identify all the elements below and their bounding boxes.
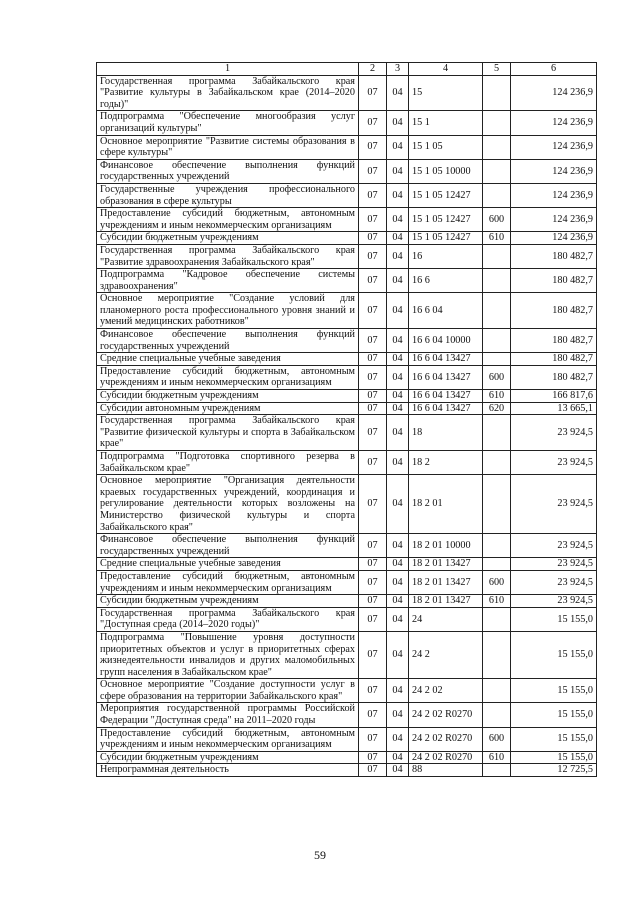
expense-type-cell (483, 679, 511, 703)
table-row (97, 293, 597, 329)
section-code-cell: 07 (359, 451, 387, 475)
target-article-cell: 24 2 02 R0270 (409, 727, 483, 751)
target-article-cell: 15 1 05 12427 (409, 232, 483, 245)
amount-cell: 180 482,7 (511, 353, 597, 366)
section-code-cell: 07 (359, 475, 387, 534)
target-article-cell: 16 6 04 (409, 293, 483, 329)
expense-type-cell (483, 183, 511, 207)
subsection-code-cell: 04 (387, 703, 409, 727)
subsection-code-cell: 04 (387, 135, 409, 159)
item-name-cell: Субсидии бюджетным учреждениям (97, 232, 359, 245)
expense-type-cell (483, 764, 511, 777)
item-name-cell: Финансовое обеспечение выполнения функций государственных учреждений (97, 329, 359, 353)
expense-type-cell: 600 (483, 208, 511, 232)
subsection-code-cell: 04 (387, 451, 409, 475)
header-cell: 3 (387, 63, 409, 76)
expense-type-cell (483, 75, 511, 111)
amount-cell: 13 665,1 (511, 402, 597, 415)
expense-type-cell (483, 534, 511, 558)
item-name-cell: Средние специальные учебные заведения (97, 353, 359, 366)
page-number: 59 (314, 848, 326, 862)
section-code-cell: 07 (359, 232, 387, 245)
section-code-cell: 07 (359, 751, 387, 764)
header-cell: 5 (483, 63, 511, 76)
expense-type-cell (483, 329, 511, 353)
table-row (97, 727, 597, 751)
table-row (97, 75, 597, 111)
expense-type-cell (483, 415, 511, 451)
section-code-cell: 07 (359, 269, 387, 293)
table-row (97, 244, 597, 268)
item-name-cell: Основное мероприятие "Организация деятельности краевых государственных учреждений, координация и регулирование деятельности которых возложены на Министерство физической культуры и спорта Забайкальского края" (97, 475, 359, 534)
item-name-cell: Основное мероприятие "Создание доступности услуг в сфере образования на территории Забайкальского края" (97, 679, 359, 703)
section-code-cell: 07 (359, 415, 387, 451)
subsection-code-cell: 04 (387, 607, 409, 631)
amount-cell: 180 482,7 (511, 293, 597, 329)
header-cell: 4 (409, 63, 483, 76)
target-article-cell: 16 6 04 13427 (409, 353, 483, 366)
table-row (97, 329, 597, 353)
amount-cell: 23 924,5 (511, 415, 597, 451)
section-code-cell: 07 (359, 764, 387, 777)
table-row (97, 451, 597, 475)
section-code-cell: 07 (359, 390, 387, 403)
expense-type-cell: 620 (483, 402, 511, 415)
section-code-cell: 07 (359, 111, 387, 135)
amount-cell: 23 924,5 (511, 534, 597, 558)
table-row (97, 183, 597, 207)
table-row (97, 558, 597, 571)
table-row (97, 159, 597, 183)
amount-cell: 15 155,0 (511, 751, 597, 764)
section-code-cell: 07 (359, 570, 387, 594)
table-row (97, 595, 597, 608)
expense-type-cell (483, 475, 511, 534)
target-article-cell: 16 6 04 13427 (409, 390, 483, 403)
item-name-cell: Предоставление субсидий бюджетным, автономным учреждениям и иным некоммерческим организациям (97, 208, 359, 232)
amount-cell: 12 725,5 (511, 764, 597, 777)
target-article-cell: 18 2 (409, 451, 483, 475)
amount-cell: 180 482,7 (511, 329, 597, 353)
subsection-code-cell: 04 (387, 475, 409, 534)
expense-type-cell (483, 631, 511, 678)
target-article-cell: 16 6 04 13427 (409, 402, 483, 415)
expense-type-cell (483, 353, 511, 366)
section-code-cell: 07 (359, 595, 387, 608)
item-name-cell: Субсидии бюджетным учреждениям (97, 751, 359, 764)
subsection-code-cell: 04 (387, 679, 409, 703)
target-article-cell: 88 (409, 764, 483, 777)
subsection-code-cell: 04 (387, 269, 409, 293)
target-article-cell: 18 2 01 (409, 475, 483, 534)
amount-cell: 23 924,5 (511, 451, 597, 475)
item-name-cell: Государственные учреждения профессионального образования в сфере культуры (97, 183, 359, 207)
item-name-cell: Мероприятия государственной программы Российской Федерации "Доступная среда" на 2011–2020 годы (97, 703, 359, 727)
target-article-cell: 18 2 01 10000 (409, 534, 483, 558)
amount-cell: 23 924,5 (511, 570, 597, 594)
amount-cell: 124 236,9 (511, 111, 597, 135)
amount-cell: 15 155,0 (511, 607, 597, 631)
table-body (97, 75, 597, 776)
target-article-cell: 18 2 01 13427 (409, 570, 483, 594)
section-code-cell: 07 (359, 365, 387, 389)
subsection-code-cell: 04 (387, 751, 409, 764)
table-row (97, 570, 597, 594)
subsection-code-cell: 04 (387, 183, 409, 207)
section-code-cell: 07 (359, 293, 387, 329)
subsection-code-cell: 04 (387, 415, 409, 451)
table-row (97, 111, 597, 135)
subsection-code-cell: 04 (387, 329, 409, 353)
expense-type-cell (483, 111, 511, 135)
amount-cell: 23 924,5 (511, 595, 597, 608)
amount-cell: 15 155,0 (511, 727, 597, 751)
table-row (97, 269, 597, 293)
amount-cell: 180 482,7 (511, 365, 597, 389)
amount-cell: 15 155,0 (511, 679, 597, 703)
subsection-code-cell: 04 (387, 534, 409, 558)
item-name-cell: Субсидии бюджетным учреждениям (97, 595, 359, 608)
target-article-cell: 15 (409, 75, 483, 111)
amount-cell: 23 924,5 (511, 558, 597, 571)
target-article-cell: 24 2 02 R0270 (409, 751, 483, 764)
header-cell: 1 (97, 63, 359, 76)
section-code-cell: 07 (359, 183, 387, 207)
table-row (97, 402, 597, 415)
subsection-code-cell: 04 (387, 353, 409, 366)
amount-cell: 180 482,7 (511, 244, 597, 268)
table-row (97, 353, 597, 366)
item-name-cell: Государственная программа Забайкальского края "Развитие культуры в Забайкальском крае (2014–2020 годы)" (97, 75, 359, 111)
expense-type-cell (483, 703, 511, 727)
section-code-cell: 07 (359, 244, 387, 268)
amount-cell: 23 924,5 (511, 475, 597, 534)
expense-type-cell (483, 607, 511, 631)
table-row (97, 534, 597, 558)
subsection-code-cell: 04 (387, 293, 409, 329)
subsection-code-cell: 04 (387, 402, 409, 415)
subsection-code-cell: 04 (387, 365, 409, 389)
item-name-cell: Финансовое обеспечение выполнения функций государственных учреждений (97, 534, 359, 558)
target-article-cell: 15 1 (409, 111, 483, 135)
section-code-cell: 07 (359, 558, 387, 571)
amount-cell: 124 236,9 (511, 232, 597, 245)
amount-cell: 124 236,9 (511, 135, 597, 159)
subsection-code-cell: 04 (387, 570, 409, 594)
target-article-cell: 15 1 05 10000 (409, 159, 483, 183)
subsection-code-cell: 04 (387, 558, 409, 571)
section-code-cell: 07 (359, 679, 387, 703)
expense-type-cell: 600 (483, 365, 511, 389)
amount-cell: 180 482,7 (511, 269, 597, 293)
expense-type-cell (483, 159, 511, 183)
item-name-cell: Подпрограмма "Обеспечение многообразия услуг организаций культуры" (97, 111, 359, 135)
amount-cell: 124 236,9 (511, 159, 597, 183)
target-article-cell: 24 2 (409, 631, 483, 678)
section-code-cell: 07 (359, 135, 387, 159)
target-article-cell: 15 1 05 12427 (409, 208, 483, 232)
item-name-cell: Государственная программа Забайкальского края "Развитие здравоохранения Забайкальского края" (97, 244, 359, 268)
item-name-cell: Предоставление субсидий бюджетным, автономным учреждениям и иным некоммерческим организациям (97, 727, 359, 751)
item-name-cell: Непрограммная деятельность (97, 764, 359, 777)
expense-type-cell: 610 (483, 390, 511, 403)
item-name-cell: Предоставление субсидий бюджетным, автономным учреждениям и иным некоммерческим организациям (97, 365, 359, 389)
item-name-cell: Государственная программа Забайкальского края "Доступная среда (2014–2020 годы)" (97, 607, 359, 631)
subsection-code-cell: 04 (387, 631, 409, 678)
target-article-cell: 15 1 05 (409, 135, 483, 159)
table-row (97, 751, 597, 764)
target-article-cell: 24 2 02 R0270 (409, 703, 483, 727)
target-article-cell: 24 2 02 (409, 679, 483, 703)
budget-table (96, 62, 597, 777)
expense-type-cell (483, 244, 511, 268)
item-name-cell: Субсидии бюджетным учреждениям (97, 390, 359, 403)
item-name-cell: Финансовое обеспечение выполнения функций государственных учреждений (97, 159, 359, 183)
target-article-cell: 18 (409, 415, 483, 451)
target-article-cell: 16 6 04 13427 (409, 365, 483, 389)
section-code-cell: 07 (359, 75, 387, 111)
section-code-cell: 07 (359, 727, 387, 751)
subsection-code-cell: 04 (387, 111, 409, 135)
item-name-cell: Средние специальные учебные заведения (97, 558, 359, 571)
target-article-cell: 24 (409, 607, 483, 631)
subsection-code-cell: 04 (387, 390, 409, 403)
table-row (97, 703, 597, 727)
header-row (97, 63, 597, 76)
subsection-code-cell: 04 (387, 75, 409, 111)
subsection-code-cell: 04 (387, 727, 409, 751)
subsection-code-cell: 04 (387, 159, 409, 183)
expense-type-cell: 610 (483, 595, 511, 608)
target-article-cell: 16 (409, 244, 483, 268)
subsection-code-cell: 04 (387, 595, 409, 608)
amount-cell: 124 236,9 (511, 75, 597, 111)
amount-cell: 166 817,6 (511, 390, 597, 403)
expense-type-cell (483, 293, 511, 329)
table-row (97, 365, 597, 389)
amount-cell: 124 236,9 (511, 183, 597, 207)
subsection-code-cell: 04 (387, 232, 409, 245)
table-row (97, 390, 597, 403)
expense-type-cell (483, 269, 511, 293)
section-code-cell: 07 (359, 208, 387, 232)
target-article-cell: 18 2 01 13427 (409, 558, 483, 571)
target-article-cell: 15 1 05 12427 (409, 183, 483, 207)
expense-type-cell: 610 (483, 751, 511, 764)
expense-type-cell: 610 (483, 232, 511, 245)
section-code-cell: 07 (359, 159, 387, 183)
expense-type-cell (483, 135, 511, 159)
subsection-code-cell: 04 (387, 764, 409, 777)
amount-cell: 15 155,0 (511, 703, 597, 727)
table-row (97, 232, 597, 245)
table-row (97, 679, 597, 703)
table-row (97, 764, 597, 777)
table-row (97, 208, 597, 232)
section-code-cell: 07 (359, 402, 387, 415)
amount-cell: 15 155,0 (511, 631, 597, 678)
subsection-code-cell: 04 (387, 208, 409, 232)
table-row (97, 475, 597, 534)
section-code-cell: 07 (359, 534, 387, 558)
table-row (97, 631, 597, 678)
section-code-cell: 07 (359, 353, 387, 366)
subsection-code-cell: 04 (387, 244, 409, 268)
expense-type-cell: 600 (483, 727, 511, 751)
table-row (97, 415, 597, 451)
expense-type-cell (483, 451, 511, 475)
amount-cell: 124 236,9 (511, 208, 597, 232)
section-code-cell: 07 (359, 329, 387, 353)
section-code-cell: 07 (359, 631, 387, 678)
target-article-cell: 18 2 01 13427 (409, 595, 483, 608)
expense-type-cell (483, 558, 511, 571)
item-name-cell: Основное мероприятие "Создание условий для планомерного роста профессионального уровня знаний и умений медицинских работников" (97, 293, 359, 329)
item-name-cell: Подпрограмма "Кадровое обеспечение системы здравоохранения" (97, 269, 359, 293)
table-row (97, 607, 597, 631)
header-cell: 2 (359, 63, 387, 76)
section-code-cell: 07 (359, 703, 387, 727)
expense-type-cell: 600 (483, 570, 511, 594)
item-name-cell: Подпрограмма "Повышение уровня доступности приоритетных объектов и услуг в приоритетных сферах жизнедеятельности инвалидов и других маломобильных групп населения в Забайкальском крае" (97, 631, 359, 678)
section-code-cell: 07 (359, 607, 387, 631)
target-article-cell: 16 6 04 10000 (409, 329, 483, 353)
item-name-cell: Предоставление субсидий бюджетным, автономным учреждениям и иным некоммерческим организациям (97, 570, 359, 594)
table-row (97, 135, 597, 159)
header-cell: 6 (511, 63, 597, 76)
item-name-cell: Основное мероприятие "Развитие системы образования в сфере культуры" (97, 135, 359, 159)
item-name-cell: Субсидии автономным учреждениям (97, 402, 359, 415)
item-name-cell: Государственная программа Забайкальского края "Развитие физической культуры и спорта в Забайкальском крае" (97, 415, 359, 451)
item-name-cell: Подпрограмма "Подготовка спортивного резерва в Забайкальском крае" (97, 451, 359, 475)
target-article-cell: 16 6 (409, 269, 483, 293)
